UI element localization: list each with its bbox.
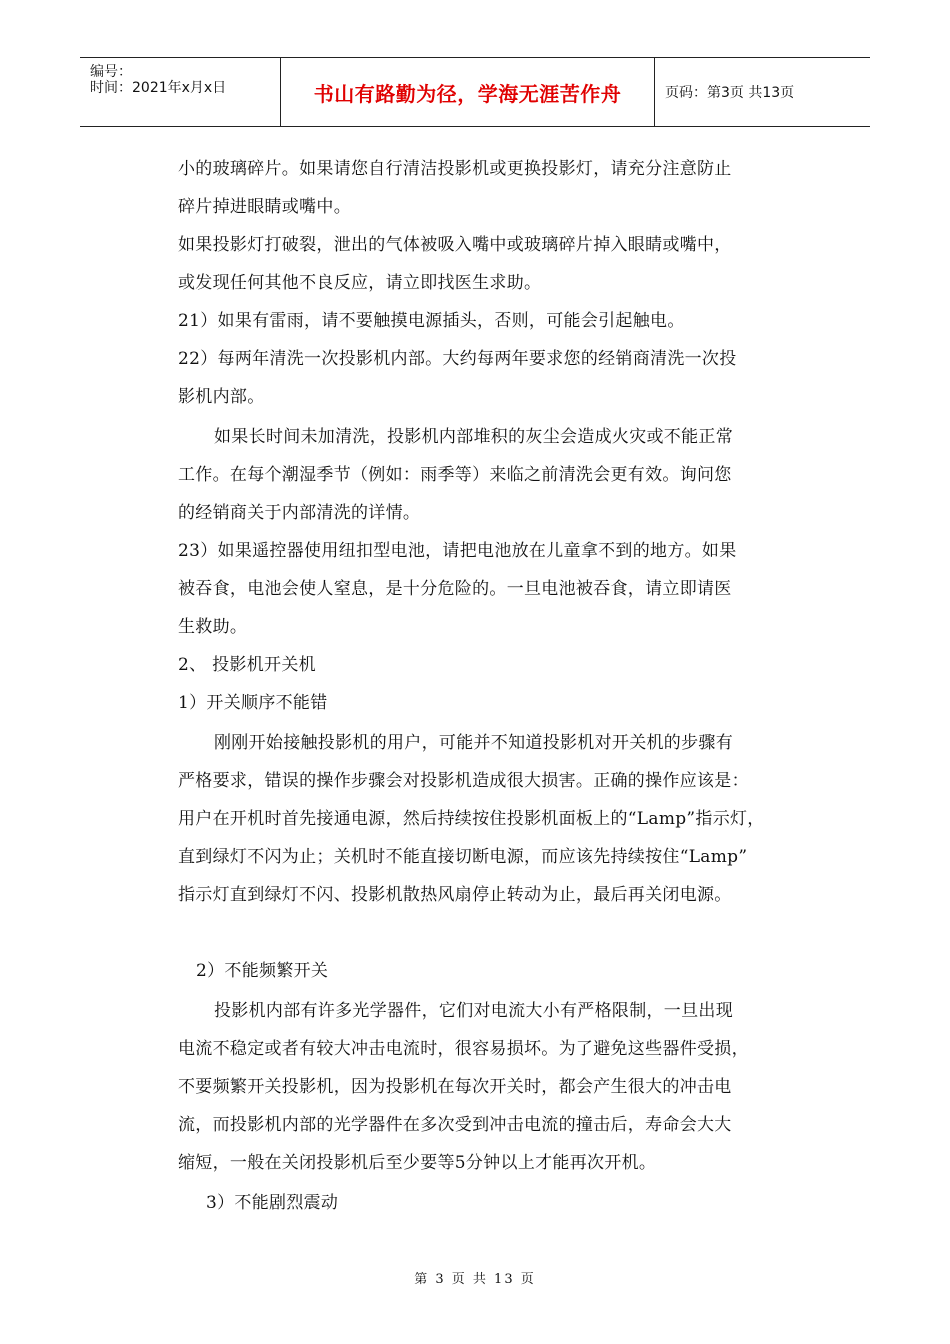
body-line: 如果长时间未加清洗，投影机内部堆积的灰尘会造成火灾或不能正常 bbox=[214, 427, 733, 447]
body-line: 直到绿灯不闪为止；关机时不能直接切断电源，而应该先持续按住“Lamp” bbox=[178, 847, 748, 867]
body-line: 用户在开机时首先接通电源，然后持续按住投影机面板上的“Lamp”指示灯， bbox=[178, 809, 765, 829]
body-line: 刚刚开始接触投影机的用户，可能并不知道投影机对开关机的步骤有 bbox=[214, 733, 733, 753]
header-motto: 书山有路勤为径，学海无涯苦作舟 bbox=[281, 58, 655, 126]
body-line: 的经销商关于内部清洗的详情。 bbox=[178, 503, 421, 523]
body-line: 缩短，一般在关闭投影机后至少要等5分钟以上才能再次开机。 bbox=[178, 1153, 657, 1173]
body-line: 流，而投影机内部的光学器件在多次受到冲击电流的撞击后，寿命会大大 bbox=[178, 1115, 732, 1135]
body-line: 工作。在每个潮湿季节（例如：雨季等）来临之前清洗会更有效。询问您 bbox=[178, 465, 732, 485]
body-line: 生救助。 bbox=[178, 617, 248, 637]
body-line: 严格要求，错误的操作步骤会对投影机造成很大损害。正确的操作应该是： bbox=[178, 771, 749, 791]
body-line: 被吞食，电池会使人窒息，是十分危险的。一旦电池被吞食，请立即请医 bbox=[178, 579, 732, 599]
body-line: 投影机内部有许多光学器件，它们对电流大小有严格限制，一旦出现 bbox=[214, 1001, 733, 1021]
body-line: 电流不稳定或者有较大冲击电流时，很容易损坏。为了避免这些器件受损， bbox=[178, 1039, 749, 1059]
section-heading: 2、 投影机开关机 bbox=[178, 655, 316, 675]
subsection-heading: 2）不能频繁开关 bbox=[196, 961, 329, 981]
page-footer: 第 3 页 共 13 页 bbox=[414, 1272, 536, 1287]
body-line: 指示灯直到绿灯不闪、投影机散热风扇停止转动为止，最后再关闭电源。 bbox=[178, 885, 732, 905]
document-number-label: 编号： bbox=[90, 64, 132, 80]
subsection-heading: 3）不能剧烈震动 bbox=[206, 1193, 339, 1213]
body-line: 21）如果有雷雨，请不要触摸电源插头，否则，可能会引起触电。 bbox=[178, 311, 685, 331]
body-line: 或发现任何其他不良反应，请立即找医生求助。 bbox=[178, 273, 542, 293]
document-date-label: 时间：2021年x月x日 bbox=[90, 80, 227, 96]
body-line: 不要频繁开关投影机，因为投影机在每次开关时，都会产生很大的冲击电 bbox=[178, 1077, 732, 1097]
header-info-cell bbox=[80, 58, 281, 126]
body-line: 小的玻璃碎片。如果请您自行清洁投影机或更换投影灯，请充分注意防止 bbox=[178, 159, 732, 179]
header-page-code: 页码：第3页 共13页 bbox=[665, 85, 795, 101]
subsection-heading: 1）开关顺序不能错 bbox=[178, 693, 328, 713]
body-line: 碎片掉进眼睛或嘴中。 bbox=[178, 197, 351, 217]
body-line: 23）如果遥控器使用纽扣型电池，请把电池放在儿童拿不到的地方。如果 bbox=[178, 541, 737, 561]
header-table bbox=[80, 57, 870, 127]
body-line: 如果投影灯打破裂，泄出的气体被吸入嘴中或玻璃碎片掉入眼睛或嘴中， bbox=[178, 235, 732, 255]
body-line: 22）每两年清洗一次投影机内部。大约每两年要求您的经销商清洗一次投 bbox=[178, 349, 737, 369]
body-line: 影机内部。 bbox=[178, 387, 265, 407]
